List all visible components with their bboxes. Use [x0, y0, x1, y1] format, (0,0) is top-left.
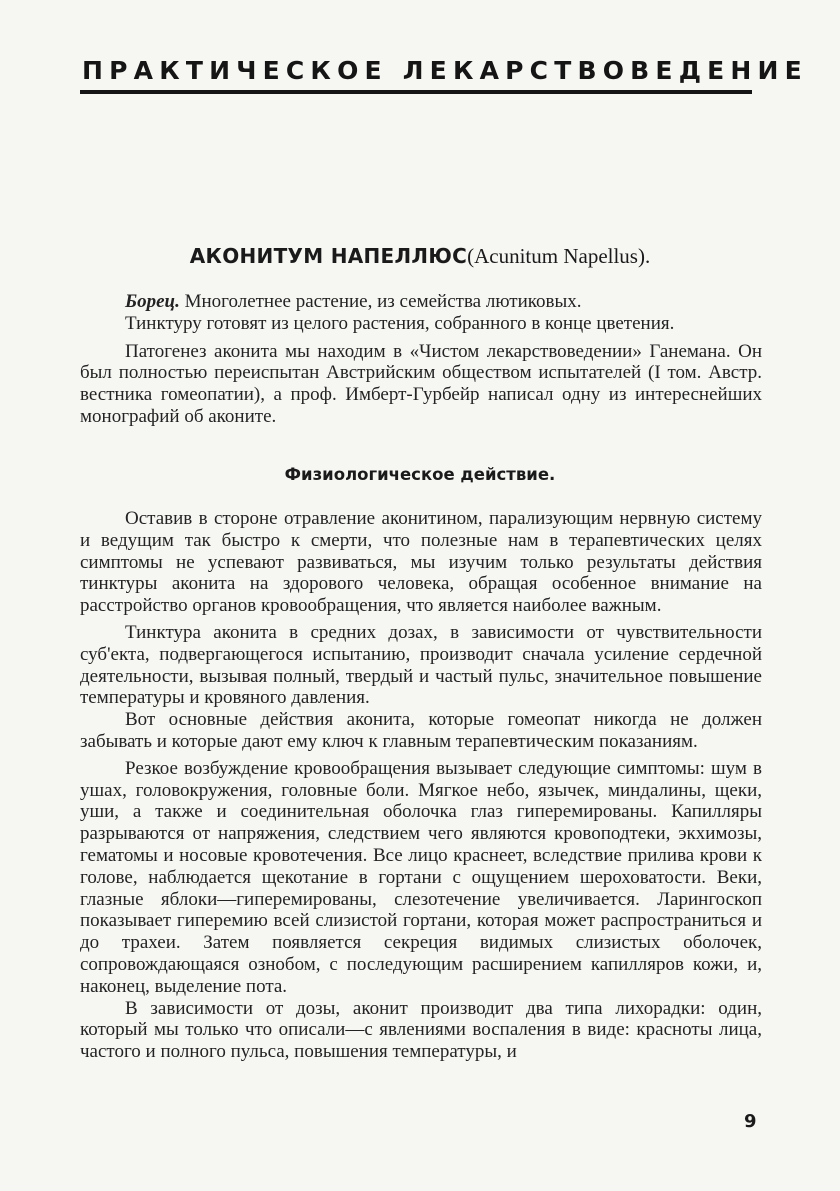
- page-number: 9: [744, 1111, 757, 1132]
- article-title-russian: АКОНИТУМ НАПЕЛЛЮС: [189, 244, 468, 268]
- header-rule: [80, 90, 752, 94]
- intro-paragraph-2: Тинктуру готовят из целого растения, собранного в конце цветения.: [125, 312, 675, 334]
- running-header: ПРАКТИЧЕСКОЕ ЛЕКАРСТВОВЕДЕНИЕ: [82, 56, 808, 85]
- intro-paragraph-1-text: Многолетнее растение, из семейства лютиковых.: [179, 291, 582, 312]
- intro-paragraph-1: [80, 291, 762, 313]
- body-paragraph-2: Тинктура аконита в средних дозах, в зависимости от чувствительности суб'екта, подвергающегося испытанию, производит сначала усиление сердечной деятельности, вызывая полный, твердый и частый пульс, значительное повышение температуры и кровяного давления.: [80, 621, 762, 709]
- article-title: [0, 244, 840, 269]
- plant-name: Борец.: [125, 291, 180, 312]
- intro-text: [80, 291, 762, 428]
- body-paragraph-4: Резкое возбуждение кровообращения вызывает следующие симптомы: шум в ушах, головокружения, головные боли. Мягкое небо, язычек, миндалины, щеки, уши, а также и соединительная оболочка глаз гиперемированы. Капилляры разрываются от напряжения, следствием чего являются кровоподтеки, экхимозы, гематомы и носовые кровотечения. Все лицо краснеет, вследствие прилива крови к голове, наблюдается щекотание в гортани с ощущением шероховатости. Веки, глазные яблоки—гиперемированы, слезотечение увеличивается. Ларингоскоп показывает гиперемию всей слизистой гортани, которая может распространиться и до трахеи. Затем появляется секреция видимых слизистых оболочек, сопровождающаяся ознобом, с последующим расширением капилляров кожи, и, наконец, выделение пота.: [80, 757, 762, 997]
- article-title-latin: (Acunitum Napellus).: [467, 244, 651, 268]
- body-paragraph-3: Вот основные действия аконита, которые гомеопат никогда не должен забывать и которые дают ему ключ к главным терапевтическим показаниям.: [80, 709, 762, 752]
- section-heading: Физиологическое действие.: [284, 465, 556, 484]
- body-paragraph-5: В зависимости от дозы, аконит производит два типа лихорадки: один, который мы только что описали—с явлениями воспаления в виде: красноты лица, частого и полного пульса, повышения температуры, и: [80, 997, 762, 1063]
- intro-paragraph-3: Патогенез аконита мы находим в «Чистом лекарствоведении» Ганемана. Он был полностью переиспытан Австрийским обществом испытателей (I том. Австр. вестника гомеопатии), а проф. Имберт-Гурбейр написал одну из интереснейших монографий об аконите.: [80, 340, 762, 427]
- body-paragraph-1: Оставив в стороне отравление аконитином, парализующим нервную систему и ведущим так быстро к смерти, что полезные нам в терапевтических целях симптомы не успевают развиваться, мы изучим только результаты действия тинктуры аконита на здорового человека, обращая особенное внимание на расстройство органов кровообращения, что является наиболее важным.: [80, 508, 762, 617]
- body-text: [80, 508, 762, 1063]
